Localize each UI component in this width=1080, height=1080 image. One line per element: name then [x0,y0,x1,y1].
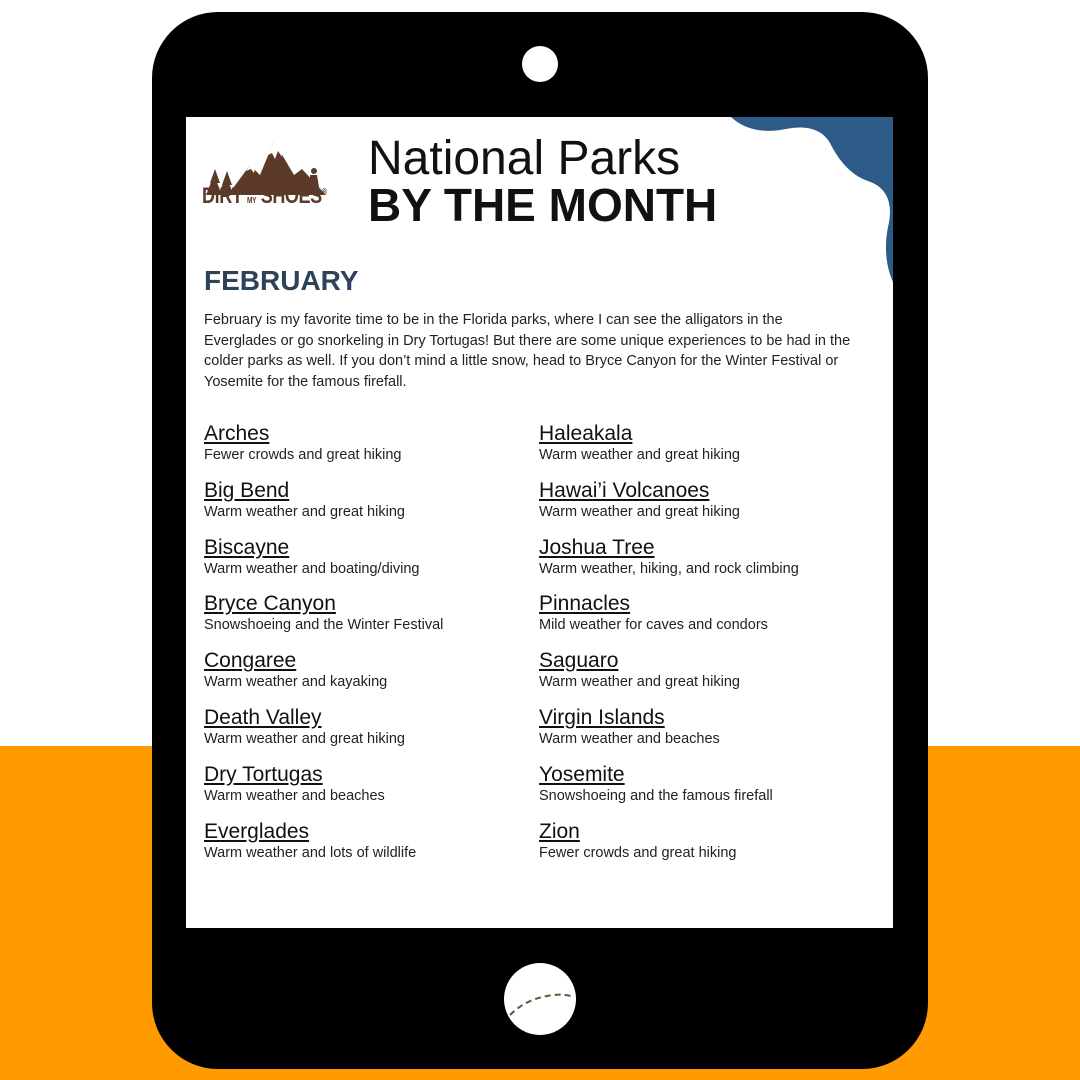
park-item [204,591,524,648]
park-description: Snowshoeing and the famous firefall [539,787,773,804]
park-link[interactable]: Death Valley [204,705,322,729]
home-button[interactable] [504,963,576,1035]
park-link[interactable]: Congaree [204,649,297,673]
park-item [204,819,524,876]
park-link[interactable]: Saguaro [539,649,619,673]
park-description: Snowshoeing and the Winter Festival [204,617,444,634]
parks-column-left [204,421,524,875]
park-item [204,705,524,762]
park-description: Fewer crowds and great hiking [539,844,737,861]
park-link[interactable]: Arches [204,422,270,445]
park-item [539,762,859,819]
park-link[interactable]: Yosemite [539,762,625,786]
park-description: Warm weather and great hiking [539,447,740,463]
page-title-line2: BY THE MONTH [368,179,718,231]
logo-wordmark: DIRT IN MY SHOES® [202,183,327,208]
park-item [204,421,524,478]
park-description: Warm weather and great hiking [204,503,405,520]
park-description: Mild weather for caves and condors [539,617,768,634]
park-description: Warm weather and great hiking [204,730,405,747]
park-link[interactable]: Pinnacles [539,592,631,616]
park-link[interactable]: Zion [539,819,580,843]
park-description: Warm weather and beaches [204,787,385,804]
park-item [204,535,524,592]
park-item [204,762,524,819]
park-description: Warm weather and great hiking [539,503,740,520]
park-description: Warm weather, hiking, and rock climbing [539,560,799,577]
page-title-line1: National Parks [368,132,681,185]
park-item [539,478,859,535]
park-item [539,705,859,762]
park-link[interactable]: Dry Tortugas [204,762,323,786]
park-link[interactable]: Hawai’i Volcanoes [539,478,710,502]
park-item [539,819,859,876]
park-link[interactable]: Virgin Islands [539,705,665,729]
tablet-camera [522,46,558,82]
park-link[interactable]: Bryce Canyon [204,592,336,616]
park-item [539,535,859,592]
park-description: Warm weather and great hiking [539,674,740,691]
intro-paragraph: February is my favorite time to be in the Florida parks, where I can see the alligators in the Everglades or go snorkeling in Dry Tortugas! But there are some unique experiences to be had in the colder parks as well. If you don’t mind a little snow, head to Bryce Canyon for the Winter Festival or Yosemite for the famous firefall. [204,312,851,390]
park-description: Warm weather and boating/diving [204,560,420,577]
park-link[interactable]: Big Bend [204,478,290,502]
park-description: Warm weather and lots of wildlife [204,844,417,861]
park-description: Warm weather and kayaking [204,674,388,691]
park-item [204,478,524,535]
park-link[interactable]: Everglades [204,819,310,843]
month-heading: FEBRUARY [204,265,359,296]
park-item [539,591,859,648]
trail-path-icon [504,963,576,1035]
park-item [204,648,524,705]
tablet-screen [186,117,893,928]
parks-column-right [539,421,859,875]
park-item [539,648,859,705]
park-description: Warm weather and beaches [539,730,720,747]
park-link[interactable]: Joshua Tree [539,535,655,559]
park-description: Fewer crowds and great hiking [204,447,402,463]
park-item [539,421,859,478]
park-link[interactable]: Biscayne [204,535,290,559]
park-link[interactable]: Haleakala [539,422,633,445]
